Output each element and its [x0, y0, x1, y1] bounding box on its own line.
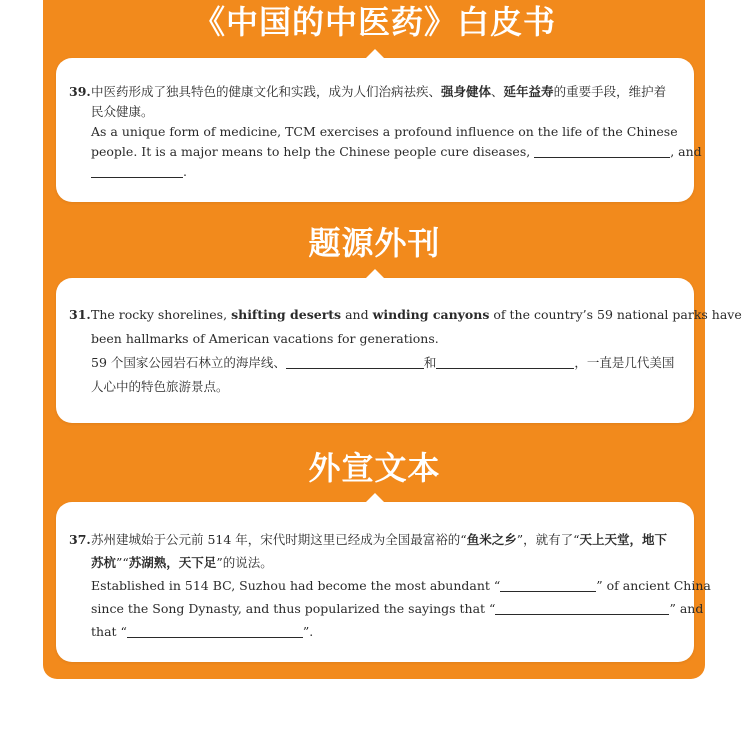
- en-line: As a unique form of medicine, TCM exercises a profound influence on the life of the Chinese: [91, 124, 678, 139]
- answer-blank[interactable]: [500, 579, 596, 592]
- question-number: 31.: [69, 307, 91, 322]
- cn-line: 苏州建城始于公元前 514 年，宋代时期这里已经成为全国最富裕的“鱼米之乡”，就有了“天上天堂，地下: [91, 532, 668, 547]
- answer-blank[interactable]: [286, 356, 424, 369]
- question-number: 37.: [69, 532, 91, 547]
- answer-blank[interactable]: [495, 602, 669, 615]
- cn-line: 人心中的特色旅游景点。: [91, 379, 229, 394]
- card-question-31: [56, 278, 742, 423]
- cn-line: 苏杭”“苏湖熟，天下足”的说法。: [91, 555, 273, 570]
- en-line: The rocky shorelines, shifting deserts and winding canyons of the country’s 59 national parks have: [91, 307, 742, 322]
- answer-blank[interactable]: [91, 165, 183, 178]
- answer-blank[interactable]: [534, 145, 670, 158]
- question-number: 39.: [69, 84, 91, 99]
- en-line: been hallmarks of American vacations for generations.: [91, 331, 439, 346]
- cn-line: 59 个国家公园岩石林立的海岸线、 和 ，一直是几代美国: [91, 355, 675, 370]
- answer-blank[interactable]: [127, 625, 303, 638]
- answer-blank[interactable]: [436, 356, 574, 369]
- section-title-foreign-press: 题源外刊: [308, 224, 441, 262]
- cn-line: 民众健康。: [91, 104, 154, 119]
- en-line: since the Song Dynasty, and thus popularized the sayings that “ ” and: [91, 601, 704, 616]
- section-title-publicity-text: 外宣文本: [308, 449, 441, 487]
- en-line: that “ ”.: [91, 624, 314, 639]
- en-line: people. It is a major means to help the Chinese people cure diseases, , and: [91, 144, 702, 159]
- en-line: Established in 514 BC, Suzhou had become the most abundant “ ” of ancient China: [91, 578, 711, 593]
- cn-line: 中医药形成了独具特色的健康文化和实践，成为人们治病祛疾、强身健体、延年益寿的重要手段，维护着: [91, 84, 667, 99]
- en-line: .: [91, 163, 677, 181]
- section-title-whitepaper: 《中国的中医药》白皮书: [192, 3, 556, 41]
